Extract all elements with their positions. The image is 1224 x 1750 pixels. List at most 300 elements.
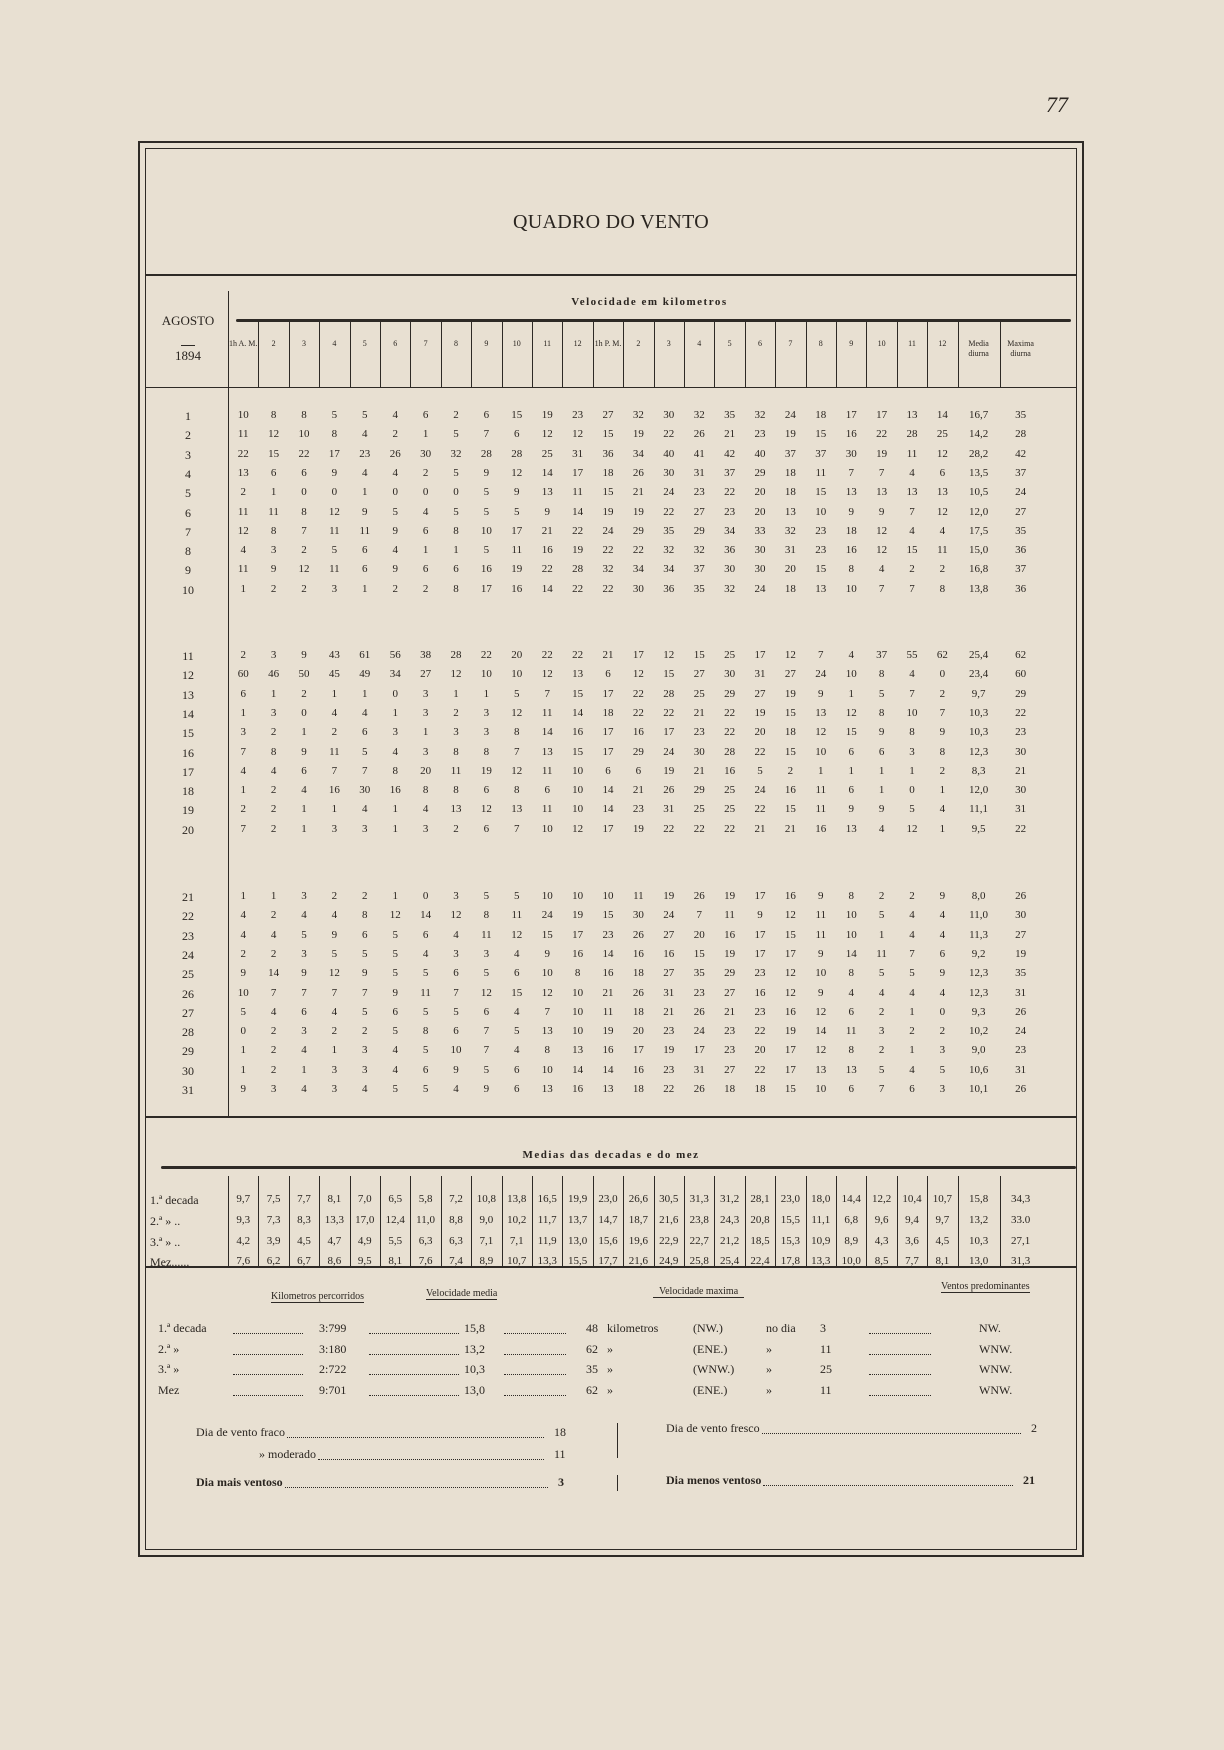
day-cell: 27 xyxy=(693,505,705,518)
day-cell: 5 xyxy=(514,505,520,518)
day-cell: 11 xyxy=(815,784,827,797)
day-cell: 2 xyxy=(270,909,277,922)
day-cell: 2 xyxy=(240,803,246,816)
day-cell: 18 xyxy=(784,582,796,595)
day-cell: 25 xyxy=(693,803,705,816)
day-cell: 10 xyxy=(541,1063,553,1076)
day-cell: 13 xyxy=(845,486,857,499)
day-cell: 13 xyxy=(815,706,827,719)
day-cell: 23 xyxy=(1015,726,1027,739)
rule-title-bottom xyxy=(146,274,1076,276)
summary-label: Mez xyxy=(158,1383,180,1397)
day-cell: 19 xyxy=(572,909,584,922)
day-cell: 4 xyxy=(270,928,277,941)
summary-pred: WNW. xyxy=(979,1383,1013,1397)
day-cell: 15 xyxy=(693,649,705,661)
day-cell: 22 xyxy=(632,706,644,719)
day-cell: 13 xyxy=(936,486,948,499)
day-cell: 11 xyxy=(876,947,887,960)
day-cell: 12 xyxy=(511,764,523,777)
day-cell: 10 xyxy=(845,668,857,681)
means-cell: 15,5 xyxy=(780,1214,800,1226)
day-number: 9 xyxy=(185,563,191,578)
day-cell: 14 xyxy=(541,582,553,595)
day-cell: 23 xyxy=(359,447,371,460)
day-cell: 19 xyxy=(784,1025,796,1038)
summary-dia: 11 xyxy=(820,1342,832,1356)
day-cell: 3 xyxy=(270,649,277,661)
day-cell: 11 xyxy=(359,524,371,537)
day-cell: 6 xyxy=(422,928,429,941)
day-cell: 11 xyxy=(633,890,644,902)
rule-hour-column xyxy=(927,321,928,387)
day-cell: 15 xyxy=(511,986,523,999)
day-cell: 7 xyxy=(909,687,915,700)
day-cell: 8 xyxy=(301,409,307,421)
hour-header: 6 xyxy=(757,339,762,348)
day-cell: 5 xyxy=(483,505,490,518)
day-cell: 15 xyxy=(815,428,827,441)
day-cell: 16 xyxy=(815,822,827,835)
summary-media: 13,2 xyxy=(464,1342,485,1356)
day-cell: 27 xyxy=(784,668,796,681)
day-cell: 18 xyxy=(784,486,796,499)
day-cell: 5 xyxy=(392,1083,398,1095)
day-cell: 1 xyxy=(331,1044,338,1057)
day-cell: 8 xyxy=(848,890,854,902)
day-cell: 21 xyxy=(1015,764,1027,777)
day-cell: 21 xyxy=(632,784,644,797)
leader-dots xyxy=(285,1478,548,1488)
day-cell: 2 xyxy=(939,563,946,576)
day-cell: 0 xyxy=(939,1005,946,1018)
day-cell: 8 xyxy=(422,1025,429,1038)
rule-hour-column xyxy=(562,321,563,387)
day-cell: 0 xyxy=(909,784,915,797)
means-cell: 8,8 xyxy=(449,1214,463,1226)
summary-pred: WNW. xyxy=(979,1342,1013,1356)
day-cell: 11 xyxy=(815,928,827,941)
day-cell: 12 xyxy=(511,706,523,719)
hour-header: 3 xyxy=(666,339,671,348)
day-cell: 10 xyxy=(815,1083,827,1095)
means-cell: 10,0 xyxy=(841,1255,861,1267)
rule-hour-column xyxy=(775,321,776,387)
day-cell: 3 xyxy=(453,947,459,960)
leader-dots xyxy=(233,1345,303,1355)
day-cell: 6 xyxy=(848,1005,854,1018)
day-cell: 6 xyxy=(392,1005,398,1018)
day-cell: 9 xyxy=(301,649,307,661)
day-cell: 8 xyxy=(422,784,429,797)
summary-dia: 3 xyxy=(820,1321,826,1335)
means-cell: 8,9 xyxy=(479,1255,494,1267)
day-cell: 24 xyxy=(754,784,766,797)
day-cell: 8 xyxy=(453,784,459,797)
day-cell: 4 xyxy=(362,466,368,479)
day-cell: 15 xyxy=(602,909,614,922)
dia-vento-fraco-value: 18 xyxy=(554,1425,566,1439)
day-cell: 6 xyxy=(514,1063,520,1076)
day-cell: 16 xyxy=(784,890,796,902)
day-cell: 7 xyxy=(909,947,915,960)
day-cell: 17 xyxy=(602,687,614,700)
day-cell: 9 xyxy=(818,890,824,902)
day-cell: 3 xyxy=(270,706,277,719)
means-cell: 13,7 xyxy=(567,1214,588,1226)
day-cell: 22 xyxy=(724,706,736,719)
day-cell: 4 xyxy=(331,909,338,922)
means-cell: 22,7 xyxy=(689,1235,709,1247)
day-cell: 11 xyxy=(268,505,279,518)
day-cell: 4 xyxy=(362,803,368,816)
means-cell: 10,8 xyxy=(476,1193,496,1205)
day-cell: 4 xyxy=(392,1044,398,1057)
day-cell: 10 xyxy=(815,967,827,980)
day-cell: 56 xyxy=(389,649,401,661)
day-cell: 16 xyxy=(632,726,644,739)
means-cell: 24,3 xyxy=(719,1214,740,1226)
summary-unit: » xyxy=(607,1362,613,1376)
day-cell: 29 xyxy=(632,745,644,758)
means-cell: 10,9 xyxy=(811,1235,831,1247)
km-header: Kilometros percorridos xyxy=(271,1291,365,1302)
day-cell: 8 xyxy=(483,909,490,922)
day-cell: 28,2 xyxy=(968,447,989,460)
day-cell: 24 xyxy=(784,409,796,421)
day-cell: 14 xyxy=(602,1063,614,1076)
day-cell: 13 xyxy=(572,1044,584,1057)
day-cell: 4 xyxy=(939,928,946,941)
day-cell: 21 xyxy=(541,524,553,537)
day-cell: 4 xyxy=(848,986,854,999)
day-cell: 8 xyxy=(483,745,490,758)
day-cell: 3 xyxy=(422,687,429,700)
day-cell: 32 xyxy=(754,409,766,421)
dia-vento-fraco-label: Dia de vento fraco xyxy=(196,1425,285,1439)
day-cell: 13 xyxy=(876,486,888,499)
means-cell: 9,0 xyxy=(479,1214,494,1226)
day-cell: 31 xyxy=(1015,1063,1027,1076)
day-cell: 29 xyxy=(693,784,705,797)
day-cell: 18 xyxy=(602,466,614,479)
day-cell: 12 xyxy=(784,649,796,661)
day-cell: 25 xyxy=(724,784,736,797)
day-cell: 23 xyxy=(724,505,736,518)
day-cell: 29 xyxy=(1015,687,1027,700)
summary-max: 62 xyxy=(586,1383,598,1397)
day-cell: 4 xyxy=(514,947,520,960)
day-number: 22 xyxy=(182,909,194,924)
dia-vento-fresco-value: 2 xyxy=(1031,1421,1037,1435)
day-cell: 12 xyxy=(815,1044,827,1057)
day-cell: 1 xyxy=(240,582,246,595)
day-cell: 16 xyxy=(845,428,857,441)
day-cell: 4 xyxy=(331,706,338,719)
day-cell: 2 xyxy=(787,764,794,777)
day-cell: 4 xyxy=(331,1005,338,1018)
dia-menos-ventoso-label: Dia menos ventoso xyxy=(666,1473,762,1487)
day-cell: 12 xyxy=(541,668,553,681)
means-cell: 9,3 xyxy=(236,1214,251,1226)
day-cell: 8 xyxy=(848,1044,854,1057)
day-cell: 13 xyxy=(784,505,796,518)
means-cell: 13,8 xyxy=(507,1193,527,1205)
day-cell: 18 xyxy=(632,1005,644,1018)
vel-max-header: Velocidade maxima xyxy=(653,1286,744,1298)
day-cell: 11 xyxy=(602,1005,614,1018)
day-cell: 22 xyxy=(724,486,736,499)
day-cell: 7 xyxy=(878,466,885,479)
day-cell: 17 xyxy=(754,890,766,902)
day-cell: 12 xyxy=(268,428,280,441)
day-cell: 2 xyxy=(270,784,277,797)
wind-table xyxy=(145,148,1077,1550)
summary-dia-label: » xyxy=(766,1362,772,1376)
means-row-label: 2.ª » .. xyxy=(150,1214,181,1228)
rule-hour-column xyxy=(441,321,442,387)
means-cell: 6,8 xyxy=(844,1214,859,1226)
day-cell: 7 xyxy=(453,986,459,999)
day-cell: 5 xyxy=(939,1063,946,1076)
day-cell: 5 xyxy=(453,505,459,518)
day-cell: 60 xyxy=(237,668,249,681)
summary-max: 35 xyxy=(586,1362,598,1376)
day-cell: 22 xyxy=(480,649,492,661)
day-cell: 13,8 xyxy=(968,582,989,595)
day-cell: 2 xyxy=(939,764,946,777)
day-number: 10 xyxy=(182,582,194,597)
day-cell: 3 xyxy=(240,726,246,739)
day-cell: 28 xyxy=(572,563,584,576)
day-cell: 9 xyxy=(939,890,946,902)
day-cell: 20 xyxy=(784,563,796,576)
day-cell: 24 xyxy=(602,524,614,537)
day-cell: 22 xyxy=(663,822,675,835)
day-cell: 1 xyxy=(240,784,246,797)
day-cell: 34 xyxy=(632,563,644,576)
day-cell: 6 xyxy=(422,409,429,421)
day-cell: 36 xyxy=(724,544,736,557)
day-cell: 11 xyxy=(845,1025,857,1038)
day-cell: 12,0 xyxy=(968,505,989,518)
day-cell: 2 xyxy=(362,890,368,902)
day-cell: 24 xyxy=(1015,486,1027,499)
day-cell: 30 xyxy=(1015,784,1027,797)
day-cell: 10 xyxy=(845,909,857,922)
summary-km: 9:701 xyxy=(319,1383,347,1397)
day-cell: 16 xyxy=(632,947,644,960)
means-cell: 24,9 xyxy=(659,1255,679,1267)
day-cell: 14 xyxy=(602,803,614,816)
hour-header: 7 xyxy=(788,339,793,348)
day-cell: 23 xyxy=(632,803,644,816)
rule-hour-column xyxy=(471,321,472,387)
means-cell: 11,1 xyxy=(811,1214,831,1226)
day-cell: 5 xyxy=(362,947,368,960)
day-number: 24 xyxy=(182,947,194,962)
day-cell: 8 xyxy=(453,524,459,537)
day-cell: 1 xyxy=(270,486,277,499)
day-cell: 4 xyxy=(240,928,246,941)
day-cell: 9 xyxy=(301,745,307,758)
footer-divider xyxy=(617,1475,618,1491)
day-cell: 19 xyxy=(784,428,796,441)
page-number: 77 xyxy=(1046,92,1068,117)
day-cell: 7 xyxy=(878,582,885,595)
day-cell: 22 xyxy=(754,745,766,758)
day-cell: 4 xyxy=(392,466,398,479)
day-cell: 15 xyxy=(784,803,796,816)
day-cell: 18 xyxy=(632,967,644,980)
day-cell: 6 xyxy=(301,466,307,479)
day-cell: 10,3 xyxy=(968,706,989,719)
day-cell: 18 xyxy=(754,1083,766,1095)
summary-dia-label: no dia xyxy=(766,1321,796,1335)
day-number: 18 xyxy=(182,784,194,799)
day-cell: 1 xyxy=(362,582,368,595)
day-cell: 6 xyxy=(483,1005,490,1018)
day-cell: 16,7 xyxy=(968,409,989,421)
wind-table-frame xyxy=(138,141,1084,1557)
day-cell: 4 xyxy=(362,428,368,441)
day-cell: 31 xyxy=(784,544,796,557)
day-cell: 18 xyxy=(784,466,796,479)
day-cell: 4 xyxy=(392,745,398,758)
hour-header: Media diurna xyxy=(968,339,989,358)
day-cell: 2 xyxy=(878,890,885,902)
day-cell: 12 xyxy=(936,447,948,460)
means-cell: 4,5 xyxy=(935,1235,950,1247)
day-cell: 12 xyxy=(876,524,888,537)
day-cell: 35 xyxy=(1015,409,1027,421)
day-number: 28 xyxy=(182,1025,194,1040)
leader-dots xyxy=(233,1324,303,1334)
summary-dia-label: » xyxy=(766,1342,772,1356)
day-cell: 15 xyxy=(572,687,584,700)
day-cell: 15 xyxy=(845,726,857,739)
day-cell: 17 xyxy=(572,928,584,941)
day-cell: 19 xyxy=(724,890,736,902)
day-cell: 8 xyxy=(939,582,946,595)
day-cell: 16 xyxy=(572,947,584,960)
day-cell: 2 xyxy=(270,726,277,739)
day-cell: 20 xyxy=(754,726,766,739)
day-number: 16 xyxy=(182,745,194,760)
day-cell: 11,1 xyxy=(969,803,989,816)
day-cell: 37 xyxy=(815,447,827,460)
hour-header: 1h P. M. xyxy=(594,339,622,348)
day-cell: 9 xyxy=(270,563,277,576)
means-cell: 16,5 xyxy=(537,1193,557,1205)
day-cell: 10 xyxy=(602,890,614,902)
day-cell: 24 xyxy=(1015,1025,1027,1038)
hour-header: 2 xyxy=(271,339,276,348)
day-cell: 17 xyxy=(784,1044,796,1057)
day-cell: 1 xyxy=(301,803,307,816)
day-cell: 26 xyxy=(389,447,401,460)
day-cell: 11 xyxy=(815,466,827,479)
day-cell: 15 xyxy=(268,447,280,460)
day-cell: 0 xyxy=(301,486,307,499)
day-cell: 4 xyxy=(301,784,307,797)
hour-header: 9 xyxy=(849,339,854,348)
day-cell: 36 xyxy=(1015,582,1027,595)
day-cell: 10,6 xyxy=(968,1063,989,1076)
day-cell: 1 xyxy=(331,687,338,700)
day-cell: 12 xyxy=(541,986,553,999)
day-cell: 19 xyxy=(632,428,644,441)
day-cell: 33 xyxy=(754,524,766,537)
day-cell: 4 xyxy=(878,822,885,835)
means-cell: 22,9 xyxy=(659,1235,679,1247)
day-cell: 22 xyxy=(572,649,584,661)
day-cell: 22 xyxy=(754,1063,766,1076)
day-cell: 23 xyxy=(815,524,827,537)
day-cell: 6 xyxy=(635,764,642,777)
day-cell: 45 xyxy=(328,668,340,681)
month-label: AGOSTO xyxy=(161,313,215,328)
day-cell: 6 xyxy=(362,726,368,739)
day-cell: 17 xyxy=(876,409,888,421)
day-cell: 17 xyxy=(511,524,523,537)
day-cell: 0 xyxy=(453,486,459,499)
day-cell: 15 xyxy=(693,947,705,960)
day-cell: 1 xyxy=(301,726,307,739)
day-cell: 26 xyxy=(693,890,705,902)
day-cell: 1 xyxy=(392,890,398,902)
day-cell: 17 xyxy=(632,649,644,661)
means-cell: 8,1 xyxy=(935,1255,950,1267)
day-cell: 34 xyxy=(389,668,401,681)
means-title-swoosh xyxy=(161,1166,1076,1169)
day-cell: 1 xyxy=(909,1044,915,1057)
day-cell: 6 xyxy=(422,1063,429,1076)
day-cell: 37 xyxy=(784,447,796,460)
day-cell: 26 xyxy=(663,784,675,797)
day-cell: 35 xyxy=(1015,967,1027,980)
day-cell: 28 xyxy=(450,649,462,661)
day-cell: 36 xyxy=(663,582,675,595)
day-cell: 11 xyxy=(237,563,249,576)
day-cell: 22 xyxy=(663,505,675,518)
day-cell: 22 xyxy=(632,544,644,557)
means-cell: 13,2 xyxy=(968,1214,989,1226)
day-cell: 18 xyxy=(602,706,614,719)
day-cell: 5 xyxy=(453,428,459,441)
day-cell: 19 xyxy=(1015,947,1027,960)
day-cell: 23 xyxy=(724,1044,736,1057)
hour-header: 4 xyxy=(697,339,702,348)
means-cell: 7,1 xyxy=(479,1235,494,1247)
year-label: 1894 xyxy=(154,345,222,364)
day-number: 8 xyxy=(185,544,191,559)
day-cell: 7 xyxy=(301,986,307,999)
day-cell: 15 xyxy=(511,409,523,421)
day-cell: 10 xyxy=(480,668,492,681)
dia-mais-ventoso-label: Dia mais ventoso xyxy=(196,1475,283,1489)
day-number: 15 xyxy=(182,726,194,741)
day-cell: 16 xyxy=(541,544,553,557)
day-cell: 16 xyxy=(754,986,766,999)
day-cell: 19 xyxy=(602,1025,614,1038)
day-cell: 9,2 xyxy=(971,947,986,960)
day-cell: 4 xyxy=(939,803,946,816)
day-cell: 2 xyxy=(453,706,459,719)
day-cell: 8 xyxy=(453,582,459,595)
day-cell: 29 xyxy=(632,524,644,537)
day-cell: 28 xyxy=(724,745,736,758)
